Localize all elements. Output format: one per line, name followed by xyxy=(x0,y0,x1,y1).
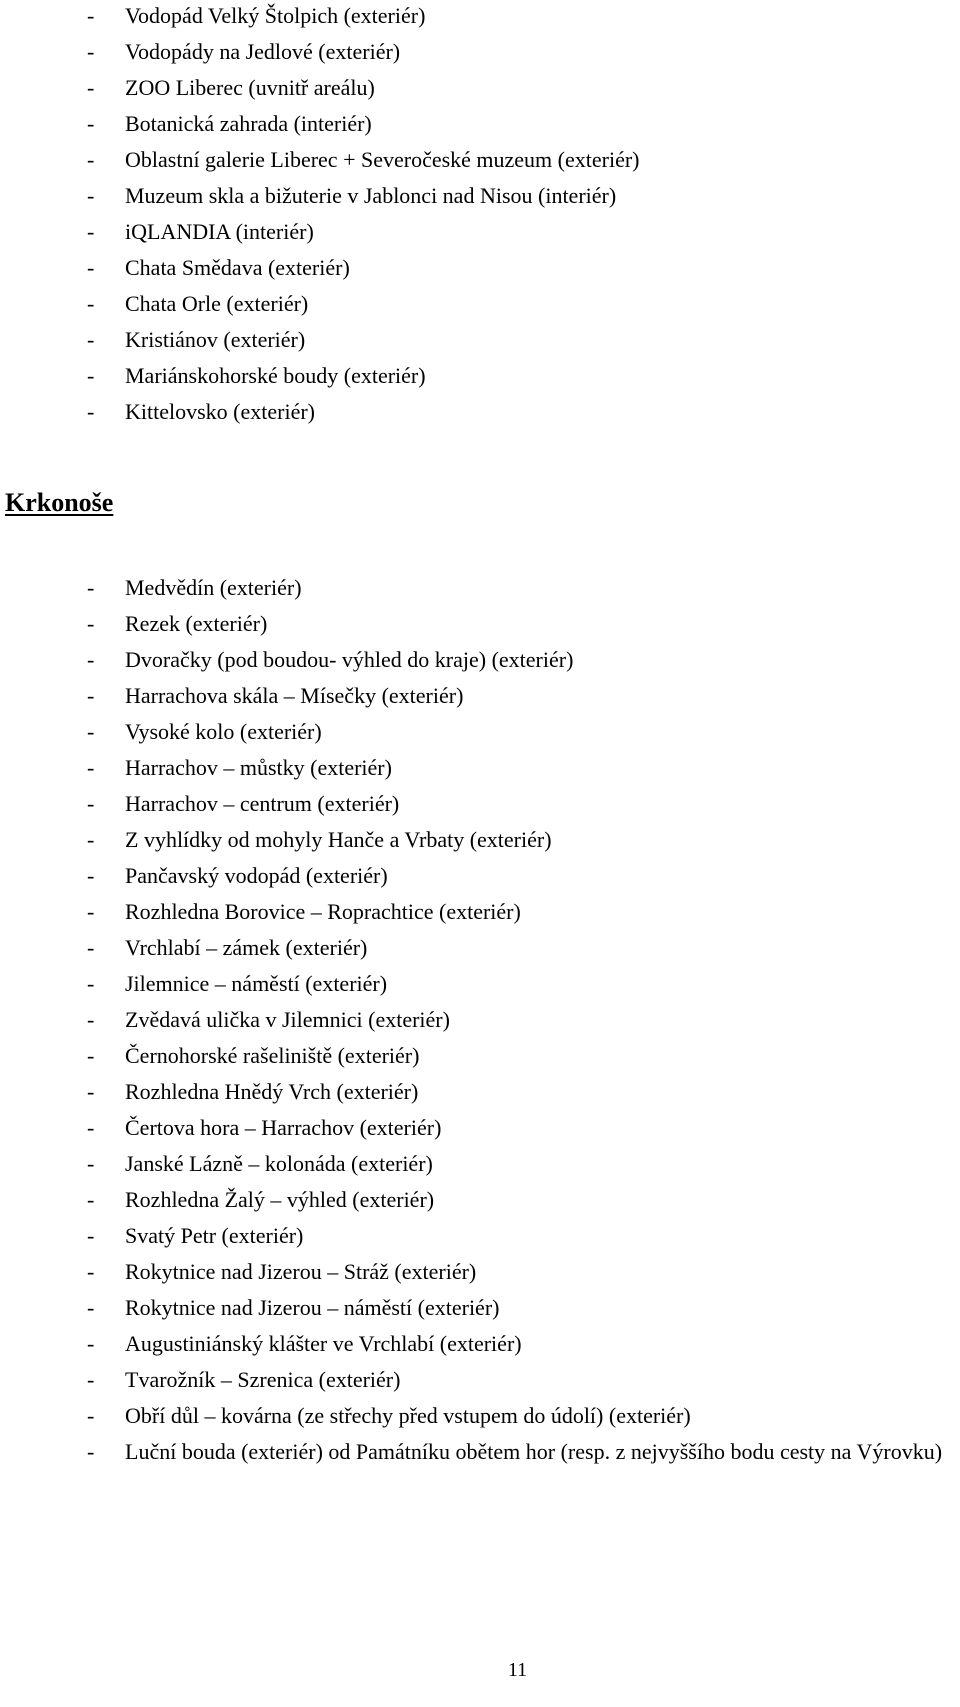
dash-bullet: - xyxy=(87,1043,95,1068)
list-item xyxy=(0,606,955,642)
list-item xyxy=(0,1038,955,1074)
list-item xyxy=(0,1362,955,1398)
dash-bullet: - xyxy=(87,1187,95,1212)
list-item xyxy=(0,1110,955,1146)
list-item xyxy=(0,642,955,678)
list-item-text: Vodopády na Jedlové (exteriér) xyxy=(125,39,401,64)
dash-bullet: - xyxy=(87,1223,95,1248)
dash-bullet: - xyxy=(87,75,95,100)
dash-bullet: - xyxy=(87,1331,95,1356)
list-item xyxy=(0,858,955,894)
list-item-text: Chata Smědava (exteriér) xyxy=(125,255,350,280)
dash-bullet: - xyxy=(87,935,95,960)
list-item-text: Z vyhlídky od mohyly Hanče a Vrbaty (exteriér) xyxy=(125,827,552,852)
list-item-text: Muzeum skla a bižuterie v Jablonci nad Nisou (interiér) xyxy=(125,183,617,208)
list-item-text: Rozhledna Žalý – výhled (exteriér) xyxy=(125,1187,435,1212)
dash-bullet: - xyxy=(87,755,95,780)
dash-bullet: - xyxy=(87,1295,95,1320)
list-item-text: Pančavský vodopád (exteriér) xyxy=(125,863,388,888)
list-item-text: Mariánskohorské boudy (exteriér) xyxy=(125,363,426,388)
list-item-text: Janské Lázně – kolonáda (exteriér) xyxy=(125,1151,433,1176)
list-item-text: Vrchlabí – zámek (exteriér) xyxy=(125,935,368,960)
dash-bullet: - xyxy=(87,971,95,996)
dash-bullet: - xyxy=(87,183,95,208)
list-item-text: Zvědavá ulička v Jilemnici (exteriér) xyxy=(125,1007,450,1032)
list-item-text: Augustiniánský klášter ve Vrchlabí (exteriér) xyxy=(125,1331,522,1356)
list-item-text: Harrachova skála – Mísečky (exteriér) xyxy=(125,683,464,708)
dash-bullet: - xyxy=(87,1007,95,1032)
list-item-text: Oblastní galerie Liberec + Severočeské muzeum (exteriér) xyxy=(125,147,640,172)
dash-bullet: - xyxy=(87,863,95,888)
list-item xyxy=(0,1182,955,1218)
list-item-text: Obří důl – kovárna (ze střechy před vstupem do údolí) (exteriér) xyxy=(125,1403,691,1428)
list-item xyxy=(0,1326,955,1362)
list-item-text: Luční bouda (exteriér) od Památníku obětem hor (resp. z nejvyššího bodu cesty na Výrovku) xyxy=(125,1439,943,1464)
list-item xyxy=(0,894,955,930)
dash-bullet: - xyxy=(87,575,95,600)
dash-bullet: - xyxy=(87,827,95,852)
list-item-text: Vodopád Velký Štolpich (exteriér) xyxy=(125,3,426,28)
list-item xyxy=(0,0,640,34)
list-item xyxy=(0,70,640,106)
list-item-text: Vysoké kolo (exteriér) xyxy=(125,719,322,744)
list-item xyxy=(0,322,640,358)
dash-bullet: - xyxy=(87,899,95,924)
list-item-text: Kristiánov (exteriér) xyxy=(125,327,306,352)
list-item xyxy=(0,1074,955,1110)
list-item xyxy=(0,34,640,70)
dash-bullet: - xyxy=(87,147,95,172)
list-item xyxy=(0,1146,955,1182)
dash-bullet: - xyxy=(87,719,95,744)
dash-bullet: - xyxy=(87,791,95,816)
list-item xyxy=(0,966,955,1002)
list-item xyxy=(0,250,640,286)
list-item-text: Jilemnice – náměstí (exteriér) xyxy=(125,971,388,996)
list-item xyxy=(0,822,955,858)
dash-bullet: - xyxy=(87,219,95,244)
list-item xyxy=(0,1254,955,1290)
list-item xyxy=(0,786,955,822)
dash-bullet: - xyxy=(87,1259,95,1284)
dash-bullet: - xyxy=(87,1079,95,1104)
list-item-text: Kittelovsko (exteriér) xyxy=(125,399,315,424)
dash-bullet: - xyxy=(87,1403,95,1428)
list-item-text: ZOO Liberec (uvnitř areálu) xyxy=(125,75,375,100)
list-item xyxy=(0,750,955,786)
list-item-text: Černohorské rašeliniště (exteriér) xyxy=(125,1043,420,1068)
list-item-text: Medvědín (exteriér) xyxy=(125,575,302,600)
dash-bullet: - xyxy=(87,1367,95,1392)
dash-bullet: - xyxy=(87,647,95,672)
list-item-text: Rozhledna Borovice – Roprachtice (exteriér) xyxy=(125,899,521,924)
dash-bullet: - xyxy=(87,1439,95,1464)
dash-bullet: - xyxy=(87,611,95,636)
list-item xyxy=(0,142,640,178)
list-item xyxy=(0,1218,955,1254)
list-item xyxy=(0,1398,955,1434)
dash-bullet: - xyxy=(87,255,95,280)
list-item-text: Chata Orle (exteriér) xyxy=(125,291,309,316)
section-heading-krkonose: Krkonoše xyxy=(5,488,114,517)
dash-bullet: - xyxy=(87,327,95,352)
dash-bullet: - xyxy=(87,363,95,388)
list-item-text: Čertova hora – Harrachov (exteriér) xyxy=(125,1115,442,1140)
dash-bullet: - xyxy=(87,399,95,424)
dash-bullet: - xyxy=(87,39,95,64)
list-item xyxy=(0,214,640,250)
dash-bullet: - xyxy=(87,291,95,316)
list-item-text: Dvoračky (pod boudou- výhled do kraje) (exteriér) xyxy=(125,647,574,672)
list-item xyxy=(0,570,955,606)
list-item-text: Svatý Petr (exteriér) xyxy=(125,1223,304,1248)
list-item-text: Botanická zahrada (interiér) xyxy=(125,111,372,136)
list-item-text: Tvarožník – Szrenica (exteriér) xyxy=(125,1367,401,1392)
list-item-text: Rokytnice nad Jizerou – náměstí (exteriér) xyxy=(125,1295,500,1320)
dash-bullet: - xyxy=(87,3,95,28)
list-item-text: Harrachov – centrum (exteriér) xyxy=(125,791,400,816)
list-item-text: Rezek (exteriér) xyxy=(125,611,268,636)
dash-bullet: - xyxy=(87,683,95,708)
list-item xyxy=(0,714,955,750)
list-item xyxy=(0,930,955,966)
list-item xyxy=(0,286,640,322)
page-number: 11 xyxy=(507,1659,528,1681)
list-item xyxy=(0,358,640,394)
list-item xyxy=(0,394,640,430)
list-item xyxy=(0,106,640,142)
list-item-text: Rokytnice nad Jizerou – Stráž (exteriér) xyxy=(125,1259,477,1284)
list-item-text: Harrachov – můstky (exteriér) xyxy=(125,755,392,780)
list-item-text: Rozhledna Hnědý Vrch (exteriér) xyxy=(125,1079,419,1104)
dash-bullet: - xyxy=(87,1151,95,1176)
list-item-multiline xyxy=(0,1434,955,1470)
list-item-text: iQLANDIA (interiér) xyxy=(125,219,314,244)
dash-bullet: - xyxy=(87,1115,95,1140)
locations-list-top xyxy=(0,0,640,430)
locations-list-krkonose xyxy=(0,570,955,1470)
list-item xyxy=(0,678,955,714)
list-item xyxy=(0,1290,955,1326)
list-item xyxy=(0,1002,955,1038)
list-item xyxy=(0,178,640,214)
dash-bullet: - xyxy=(87,111,95,136)
